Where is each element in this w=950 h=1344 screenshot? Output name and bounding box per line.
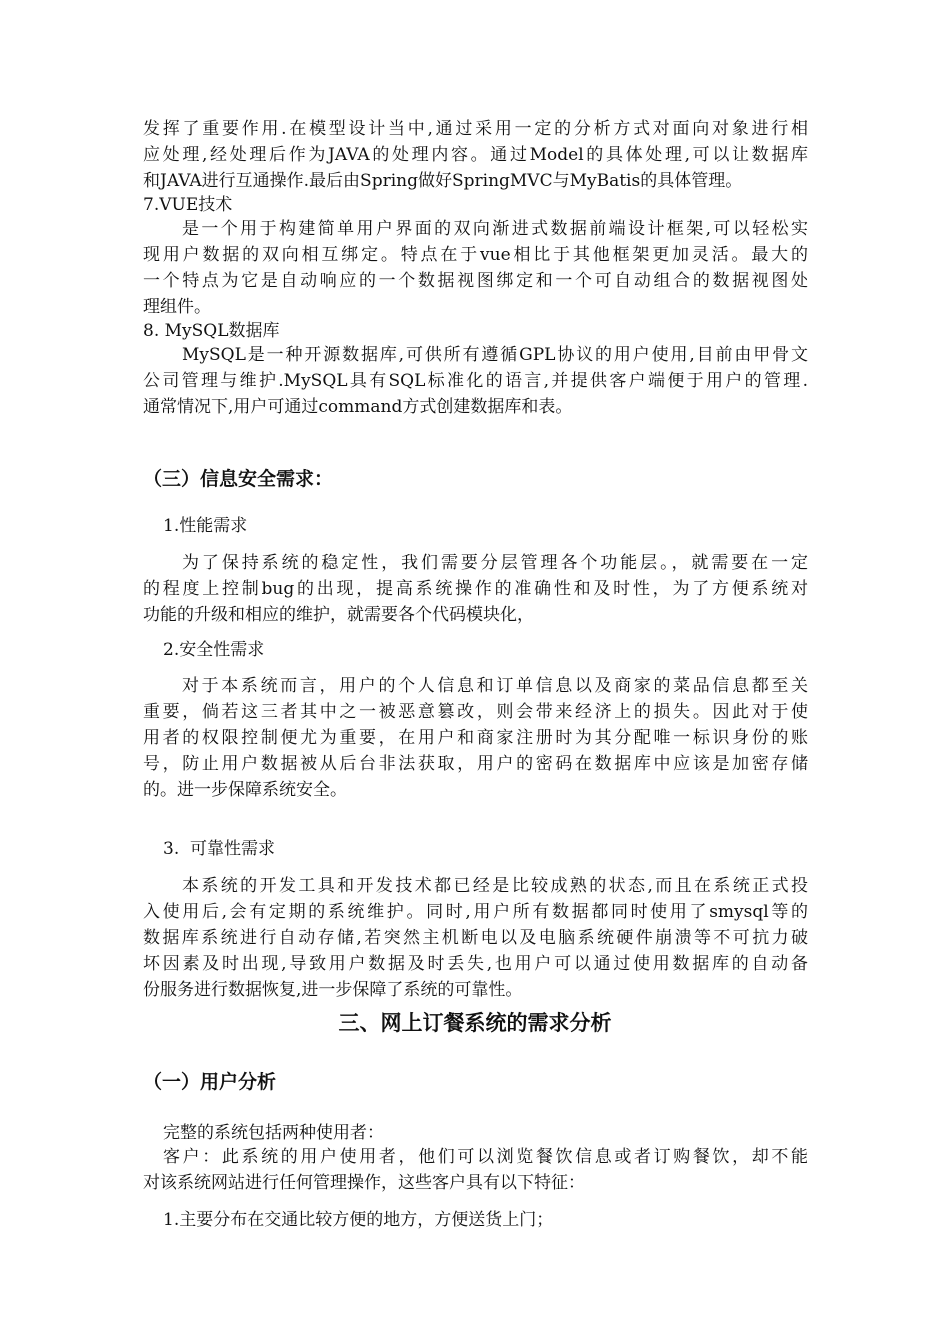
- paragraph-line: 一个特点为它是自动响应的一个数据视图绑定和一个可自动组合的数据视图处: [143, 271, 808, 291]
- paragraph-line: 通常情况下,用户可通过command方式创建数据库和表。: [143, 397, 573, 417]
- subsection-heading: 7.VUE技术: [143, 195, 233, 215]
- paragraph-line: 份服务进行数据恢复,进一步保障了系统的可靠性。: [143, 980, 523, 1000]
- paragraph-line: 发挥了重要作用.在模型设计当中,通过采用一定的分析方式对面向对象进行相: [143, 119, 808, 139]
- paragraph-line: 应处理,经处理后作为JAVA的处理内容。通过Model的具体处理,可以让数据库: [143, 145, 808, 165]
- paragraph-line: 和JAVA进行互通操作.最后由Spring做好SpringMVC与MyBatis的具体管理。: [143, 171, 743, 191]
- paragraph-line: 现用户数据的双向相互绑定。特点在于vue相比于其他框架更加灵活。最大的: [143, 245, 808, 265]
- paragraph-line: 客户：此系统的用户使用者，他们可以浏览餐饮信息或者订购餐饮，却不能: [163, 1147, 808, 1167]
- section-title: （三）信息安全需求：: [143, 468, 334, 490]
- chapter-title: 三、网上订餐系统的需求分析: [338, 1011, 612, 1035]
- subsection-heading: 2.安全性需求: [163, 640, 265, 660]
- paragraph-line: 对于本系统而言，用户的个人信息和订单信息以及商家的菜品信息都至关: [182, 676, 808, 696]
- paragraph-line: 号，防止用户数据被从后台非法获取，用户的密码在数据库中应该是加密存储: [143, 754, 808, 774]
- paragraph-line: 完整的系统包括两种使用者：: [163, 1123, 384, 1143]
- paragraph-line: 的。进一步保障系统安全。: [143, 780, 347, 800]
- paragraph-line: 是一个用于构建简单用户界面的双向渐进式数据前端设计框架,可以轻松实: [182, 219, 808, 239]
- paragraph-line: 重要，倘若这三者其中之一被恶意篡改，则会带来经济上的损失。因此对于使: [143, 702, 808, 722]
- paragraph-line: 功能的升级和相应的维护，就需要各个代码模块化，: [143, 605, 534, 625]
- paragraph-line: 数据库系统进行自动存储,若突然主机断电以及电脑系统硬件崩溃等不可抗力破: [143, 928, 808, 948]
- list-item: 1.主要分布在交通比较方便的地方，方便送货上门；: [163, 1210, 554, 1230]
- section-title: （一）用户分析: [143, 1071, 277, 1093]
- subsection-heading: 8. MySQL数据库: [143, 321, 280, 341]
- paragraph-line: MySQL是一种开源数据库,可供所有遵循GPL协议的用户使用,目前由甲骨文: [182, 345, 808, 365]
- subsection-heading: 3. 可靠性需求: [163, 839, 276, 859]
- paragraph-line: 入使用后,会有定期的系统维护。同时,用户所有数据都同时使用了smysql等的: [143, 902, 808, 922]
- paragraph-line: 本系统的开发工具和开发技术都已经是比较成熟的状态,而且在系统正式投: [182, 876, 808, 896]
- paragraph-line: 用者的权限控制便尤为重要，在用户和商家注册时为其分配唯一标识身份的账: [143, 728, 808, 748]
- paragraph-line: 坏因素及时出现,导致用户数据及时丢失,也用户可以通过使用数据库的自动备: [143, 954, 808, 974]
- paragraph-line: 公司管理与维护.MySQL具有SQL标准化的语言,并提供客户端便于用户的管理.: [143, 371, 808, 391]
- paragraph-line: 理组件。: [143, 297, 211, 317]
- paragraph-line: 为了保持系统的稳定性，我们需要分层管理各个功能层。，就需要在一定: [182, 553, 808, 573]
- subsection-heading: 1.性能需求: [163, 516, 248, 536]
- paragraph-line: 对该系统网站进行任何管理操作，这些客户具有以下特征：: [143, 1173, 585, 1193]
- paragraph-line: 的程度上控制bug的出现，提高系统操作的准确性和及时性，为了方便系统对: [143, 579, 808, 599]
